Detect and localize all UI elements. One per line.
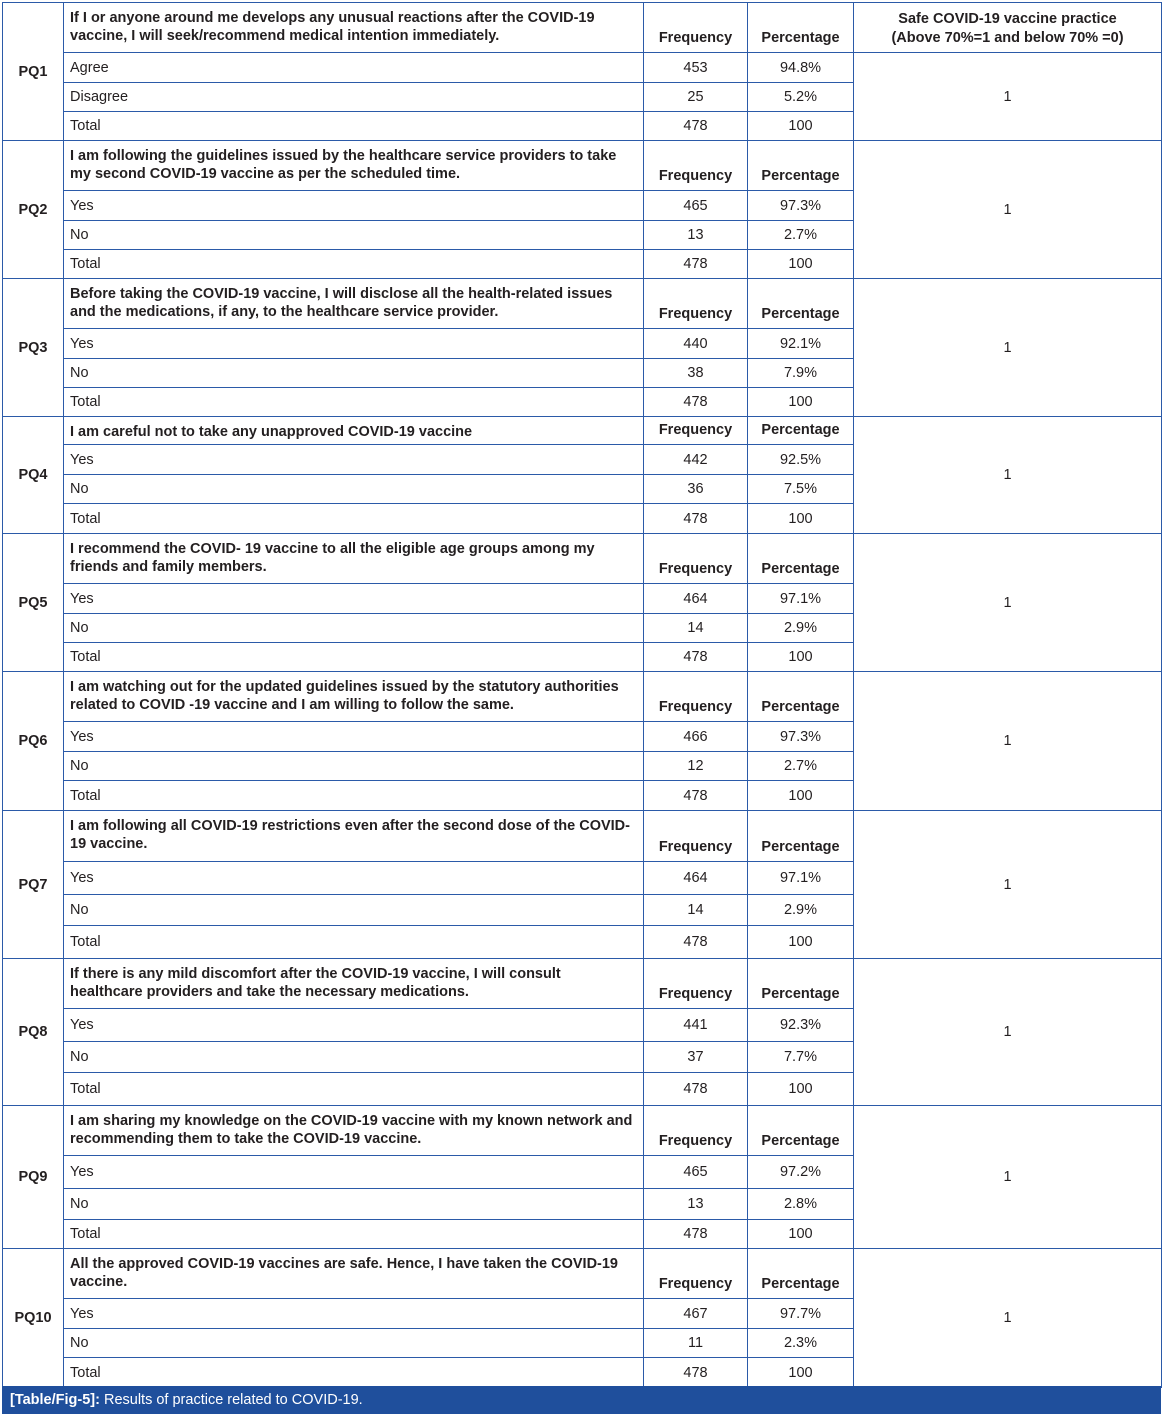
- table-row: [3, 279, 1162, 329]
- question-text: I am watching out for the updated guidelines issued by the statutory authorities related to COVID -19 vaccine and I am willing to follow the same.: [64, 672, 644, 722]
- option-label: Yes: [64, 329, 644, 359]
- frequency-value: 478: [644, 504, 748, 534]
- safe-practice-score: 1: [854, 672, 1162, 811]
- option-label: No: [64, 221, 644, 250]
- frequency-value: 478: [644, 388, 748, 417]
- frequency-value: 464: [644, 862, 748, 895]
- frequency-value: 36: [644, 475, 748, 504]
- frequency-value: 25: [644, 83, 748, 112]
- percentage-value: 2.7%: [748, 752, 854, 781]
- safe-practice-score: 1: [854, 811, 1162, 959]
- frequency-value: 14: [644, 614, 748, 643]
- table-row: [3, 1106, 1162, 1156]
- frequency-header: Frequency: [644, 811, 748, 862]
- question-text: All the approved COVID-19 vaccines are safe. Hence, I have taken the COVID-19 vaccine.: [64, 1249, 644, 1299]
- frequency-header: Frequency: [644, 959, 748, 1009]
- frequency-header: Frequency: [644, 3, 748, 53]
- question-text: I am following the guidelines issued by the healthcare service providers to take my second COVID-19 vaccine as per the scheduled time.: [64, 141, 644, 191]
- caption-text: Results of practice related to COVID-19.: [103, 1392, 363, 1408]
- question-text: If there is any mild discomfort after the COVID-19 vaccine, I will consult healthcare providers and take the necessary medications.: [64, 959, 644, 1009]
- percentage-header: Percentage: [748, 141, 854, 191]
- percentage-value: 97.2%: [748, 1156, 854, 1189]
- percentage-value: 100: [748, 1358, 854, 1388]
- question-code: PQ3: [3, 279, 64, 417]
- question-code: PQ2: [3, 141, 64, 279]
- question-text: I am careful not to take any unapproved COVID-19 vaccine: [64, 417, 644, 445]
- percentage-value: 97.7%: [748, 1299, 854, 1329]
- option-label: Yes: [64, 445, 644, 475]
- percentage-header: Percentage: [748, 811, 854, 862]
- percentage-value: 100: [748, 250, 854, 279]
- frequency-value: 12: [644, 752, 748, 781]
- option-label: No: [64, 752, 644, 781]
- percentage-header: Percentage: [748, 672, 854, 722]
- option-label: No: [64, 475, 644, 504]
- percentage-value: 100: [748, 1073, 854, 1106]
- safe-practice-score: 1: [854, 959, 1162, 1106]
- frequency-value: 13: [644, 221, 748, 250]
- frequency-value: 478: [644, 781, 748, 811]
- results-table-container: [2, 2, 1161, 1388]
- option-label: Total: [64, 112, 644, 141]
- frequency-value: 38: [644, 359, 748, 388]
- frequency-value: 478: [644, 643, 748, 672]
- option-label: Yes: [64, 1009, 644, 1042]
- option-label: Total: [64, 643, 644, 672]
- table-row: [3, 672, 1162, 722]
- option-label: Yes: [64, 862, 644, 895]
- option-label: Total: [64, 504, 644, 534]
- percentage-header: Percentage: [748, 279, 854, 329]
- safe-practice-score: 1: [854, 417, 1162, 534]
- option-label: Total: [64, 1358, 644, 1388]
- option-label: Yes: [64, 584, 644, 614]
- frequency-value: 442: [644, 445, 748, 475]
- frequency-header: Frequency: [644, 417, 748, 445]
- table-row: [3, 141, 1162, 191]
- option-label: Total: [64, 1073, 644, 1106]
- frequency-header: Frequency: [644, 1249, 748, 1299]
- safe-practice-score: 1: [854, 53, 1162, 141]
- frequency-value: 441: [644, 1009, 748, 1042]
- option-label: Total: [64, 926, 644, 959]
- frequency-value: 478: [644, 1073, 748, 1106]
- table-body: [3, 3, 1162, 1388]
- question-text: If I or anyone around me develops any unusual reactions after the COVID-19 vaccine, I will seek/recommend medical intention immediately.: [64, 3, 644, 53]
- percentage-value: 97.3%: [748, 722, 854, 752]
- percentage-header: Percentage: [748, 1106, 854, 1156]
- percentage-header: Percentage: [748, 959, 854, 1009]
- question-text: I am following all COVID-19 restrictions even after the second dose of the COVID-19 vaccine.: [64, 811, 644, 862]
- percentage-value: 2.3%: [748, 1329, 854, 1358]
- frequency-value: 440: [644, 329, 748, 359]
- percentage-value: 97.1%: [748, 584, 854, 614]
- percentage-value: 100: [748, 781, 854, 811]
- option-label: Yes: [64, 722, 644, 752]
- question-code: PQ5: [3, 534, 64, 672]
- table-row: [3, 534, 1162, 584]
- safe-practice-header-line1: Safe COVID-19 vaccine practice: [898, 11, 1117, 27]
- percentage-value: 5.2%: [748, 83, 854, 112]
- table-caption: [2, 1386, 1161, 1414]
- option-label: Total: [64, 1220, 644, 1249]
- percentage-value: 7.9%: [748, 359, 854, 388]
- frequency-value: 14: [644, 895, 748, 926]
- table-row: [3, 959, 1162, 1009]
- safe-practice-score: 1: [854, 141, 1162, 279]
- frequency-value: 37: [644, 1042, 748, 1073]
- frequency-value: 478: [644, 1358, 748, 1388]
- safe-practice-score: 1: [854, 534, 1162, 672]
- option-label: Total: [64, 781, 644, 811]
- percentage-value: 100: [748, 388, 854, 417]
- percentage-value: 7.5%: [748, 475, 854, 504]
- frequency-value: 465: [644, 1156, 748, 1189]
- question-code: PQ10: [3, 1249, 64, 1388]
- question-code: PQ1: [3, 3, 64, 141]
- percentage-value: 100: [748, 1220, 854, 1249]
- percentage-value: 2.7%: [748, 221, 854, 250]
- option-label: Total: [64, 250, 644, 279]
- safe-practice-score: 1: [854, 1249, 1162, 1388]
- frequency-value: 478: [644, 1220, 748, 1249]
- table-row: [3, 811, 1162, 862]
- question-text: Before taking the COVID-19 vaccine, I will disclose all the health-related issues and the medications, if any, to the healthcare service provider.: [64, 279, 644, 329]
- frequency-header: Frequency: [644, 672, 748, 722]
- question-text: I recommend the COVID- 19 vaccine to all the eligible age groups among my friends and family members.: [64, 534, 644, 584]
- option-label: Total: [64, 388, 644, 417]
- percentage-value: 2.8%: [748, 1189, 854, 1220]
- question-code: PQ9: [3, 1106, 64, 1249]
- table-row: [3, 417, 1162, 445]
- safe-practice-score: 1: [854, 279, 1162, 417]
- table-row: [3, 1249, 1162, 1299]
- practice-results-table: [2, 2, 1162, 1388]
- frequency-value: 467: [644, 1299, 748, 1329]
- frequency-value: 453: [644, 53, 748, 83]
- frequency-value: 478: [644, 112, 748, 141]
- percentage-value: 2.9%: [748, 614, 854, 643]
- frequency-value: 11: [644, 1329, 748, 1358]
- percentage-header: Percentage: [748, 3, 854, 53]
- question-text: I am sharing my knowledge on the COVID-19 vaccine with my known network and recommending them to take the COVID-19 vaccine.: [64, 1106, 644, 1156]
- table-row: [3, 53, 1162, 83]
- question-code: PQ4: [3, 417, 64, 534]
- option-label: Yes: [64, 1299, 644, 1329]
- frequency-value: 478: [644, 926, 748, 959]
- safe-practice-score: 1: [854, 1106, 1162, 1249]
- frequency-value: 465: [644, 191, 748, 221]
- frequency-header: Frequency: [644, 1106, 748, 1156]
- option-label: No: [64, 614, 644, 643]
- percentage-value: 97.3%: [748, 191, 854, 221]
- percentage-header: Percentage: [748, 1249, 854, 1299]
- percentage-value: 92.1%: [748, 329, 854, 359]
- percentage-value: 94.8%: [748, 53, 854, 83]
- option-label: No: [64, 1189, 644, 1220]
- frequency-header: Frequency: [644, 534, 748, 584]
- question-code: PQ7: [3, 811, 64, 959]
- frequency-value: 466: [644, 722, 748, 752]
- question-code: PQ8: [3, 959, 64, 1106]
- percentage-value: 2.9%: [748, 895, 854, 926]
- frequency-header: Frequency: [644, 141, 748, 191]
- option-label: Disagree: [64, 83, 644, 112]
- question-code: PQ6: [3, 672, 64, 811]
- percentage-header: Percentage: [748, 534, 854, 584]
- percentage-value: 100: [748, 926, 854, 959]
- option-label: No: [64, 1329, 644, 1358]
- safe-practice-header: [854, 3, 1162, 53]
- option-label: No: [64, 895, 644, 926]
- percentage-value: 100: [748, 112, 854, 141]
- frequency-value: 13: [644, 1189, 748, 1220]
- percentage-value: 7.7%: [748, 1042, 854, 1073]
- percentage-value: 97.1%: [748, 862, 854, 895]
- percentage-value: 100: [748, 643, 854, 672]
- frequency-value: 478: [644, 250, 748, 279]
- option-label: No: [64, 1042, 644, 1073]
- percentage-value: 100: [748, 504, 854, 534]
- percentage-value: 92.5%: [748, 445, 854, 475]
- frequency-value: 464: [644, 584, 748, 614]
- option-label: Yes: [64, 1156, 644, 1189]
- option-label: No: [64, 359, 644, 388]
- table-row: [3, 3, 1162, 53]
- percentage-header: Percentage: [748, 417, 854, 445]
- caption-label: [Table/Fig-5]:: [10, 1392, 100, 1408]
- option-label: Agree: [64, 53, 644, 83]
- percentage-value: 92.3%: [748, 1009, 854, 1042]
- option-label: Yes: [64, 191, 644, 221]
- safe-practice-header-line2: (Above 70%=1 and below 70% =0): [891, 30, 1124, 46]
- frequency-header: Frequency: [644, 279, 748, 329]
